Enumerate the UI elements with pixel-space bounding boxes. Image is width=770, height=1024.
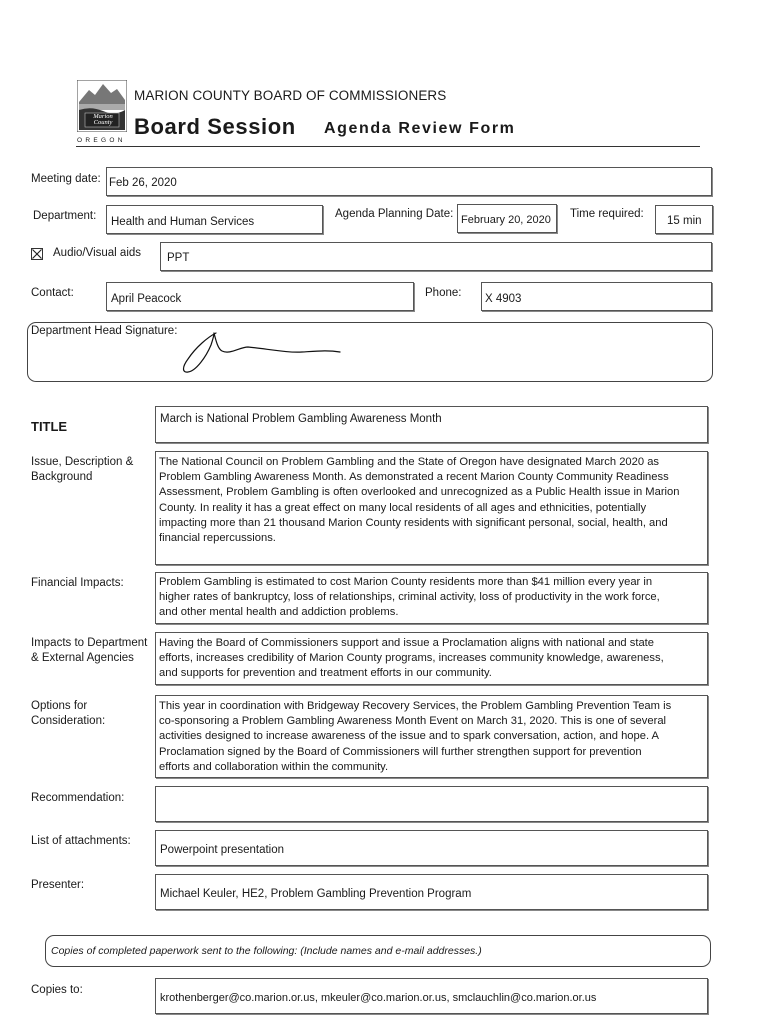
- meeting-date-value: Feb 26, 2020: [109, 177, 177, 189]
- audio-visual-label: Audio/Visual aids: [53, 247, 142, 259]
- agenda-planning-date-label: Agenda Planning Date:: [335, 208, 454, 220]
- marion-county-logo: [77, 80, 127, 132]
- audio-visual-checkbox[interactable]: [31, 248, 43, 260]
- form-subtitle: Agenda Review Form: [324, 120, 516, 137]
- phone-label: Phone:: [425, 287, 462, 299]
- copies-to-label: Copies to:: [31, 984, 83, 996]
- options-text: [159, 699, 671, 775]
- attachments-label: List of attachments:: [31, 835, 131, 847]
- text-line: efforts and collaboration within the community.: [159, 760, 389, 773]
- issue-field[interactable]: [155, 451, 708, 565]
- text-line: Problem Gambling is estimated to cost Marion County residents more than $41 million every year in: [159, 576, 653, 588]
- options-field[interactable]: [155, 695, 708, 778]
- title-value: March is National Problem Gambling Awareness Month: [160, 413, 442, 425]
- issue-label-line: Issue, Description &: [31, 456, 134, 468]
- copies-to-field[interactable]: [155, 978, 708, 1014]
- presenter-value: Michael Keuler, HE2, Problem Gambling Prevention Program: [160, 888, 472, 900]
- impacts-field[interactable]: [155, 632, 708, 685]
- text-line: Proclamation signed by the Board of Commissioners will further strengthen support for prevention: [159, 745, 642, 758]
- recommendation-label: Recommendation:: [31, 792, 125, 804]
- checkbox-x-icon: [31, 248, 43, 260]
- financial-impacts-label: Financial Impacts:: [31, 577, 124, 589]
- phone-value: X 4903: [485, 293, 522, 305]
- impacts-text: [159, 636, 664, 682]
- department-value: Health and Human Services: [111, 216, 255, 228]
- agenda-planning-date-value: February 20, 2020: [461, 214, 551, 226]
- attachments-field[interactable]: [155, 830, 708, 866]
- audio-visual-field[interactable]: [160, 242, 712, 271]
- financial-impacts-text: [159, 575, 660, 621]
- text-line: County. In reality it has a great effect on many local residents of all ages and ethnicities, potentially: [159, 501, 647, 514]
- title-label: TITLE: [31, 419, 68, 434]
- time-required-value: 15 min: [667, 215, 702, 227]
- handwritten-signature: [178, 327, 358, 377]
- contact-label: Contact:: [31, 287, 74, 299]
- text-line: financial repercussions.: [159, 532, 276, 545]
- text-line: Assessment, Problem Gambling is often overlooked and unrecognized as a Public Health issue in Marion: [159, 486, 680, 499]
- text-line: and supports for prevention and treatment efforts in our community.: [159, 667, 492, 680]
- text-line: Having the Board of Commissioners support and issue a Proclamation aligns with national and state: [159, 637, 655, 649]
- meeting-date-field[interactable]: [106, 167, 712, 196]
- text-line: impacting more than 21 thousand Marion County residents with significant personal, social, health, and: [159, 516, 668, 529]
- copies-note: Copies of completed paperwork sent to the following: (Include names and e-mail addresses.): [51, 945, 482, 957]
- contact-value: April Peacock: [111, 293, 182, 305]
- meeting-date-label: Meeting date:: [31, 173, 101, 185]
- text-line: and other mental health and addiction problems.: [159, 606, 399, 619]
- form-title: Board Session: [134, 114, 296, 139]
- presenter-label: Presenter:: [31, 879, 85, 891]
- contact-field[interactable]: [106, 282, 414, 311]
- options-label: [31, 699, 105, 729]
- text-line: Problem Gambling Awareness Month. As demonstrated a recent Marion County Community Readiness: [159, 471, 669, 484]
- text-line: co-sponsoring a Problem Gambling Awareness Month Event on March 31, 2020. This is one of several: [159, 715, 667, 728]
- logo-text: Marion County: [93, 113, 113, 126]
- options-label-line: Consideration:: [31, 715, 106, 727]
- title-field[interactable]: [155, 406, 708, 443]
- org-name: MARION COUNTY BOARD OF COMMISSIONERS: [134, 88, 447, 103]
- time-required-field[interactable]: [655, 205, 713, 234]
- attachments-value: Powerpoint presentation: [160, 844, 285, 856]
- copies-note-box: [45, 935, 711, 967]
- phone-field[interactable]: [481, 282, 712, 311]
- text-line: activities designed to increase awareness of the issue and to spark conversation, action, and hope. A: [159, 730, 660, 743]
- copies-to-value: krothenberger@co.marion.or.us, mkeuler@co.marion.or.us, smclauchlin@co.marion.or.us: [160, 992, 597, 1004]
- text-line: The National Council on Problem Gambling and the State of Oregon have designated March 2020 as: [159, 456, 660, 468]
- text-line: efforts, increases credibility of Marion County programs, increases community knowledge, awareness,: [159, 652, 664, 665]
- impacts-label-line: & External Agencies: [31, 652, 134, 664]
- issue-label: [31, 455, 133, 485]
- department-label: Department:: [33, 210, 97, 222]
- signature-box[interactable]: [27, 322, 713, 382]
- issue-label-line: Background: [31, 471, 93, 483]
- impacts-label: [31, 636, 147, 666]
- impacts-label-line: Impacts to Department: [31, 637, 148, 649]
- text-line: This year in coordination with Bridgeway Recovery Services, the Problem Gambling Prevention Team is: [159, 700, 672, 712]
- audio-visual-value: PPT: [167, 252, 190, 264]
- presenter-field[interactable]: [155, 874, 708, 910]
- financial-impacts-field[interactable]: [155, 572, 708, 624]
- options-label-line: Options for: [31, 700, 88, 712]
- header-divider: [76, 146, 700, 147]
- agenda-planning-date-field[interactable]: [457, 204, 557, 233]
- time-required-label: Time required:: [570, 208, 644, 220]
- recommendation-field[interactable]: [155, 786, 708, 822]
- logo-caption: OREGON: [77, 137, 126, 144]
- text-line: higher rates of bankruptcy, loss of relationships, criminal activity, loss of productivity in the work force,: [159, 591, 660, 604]
- issue-text: [159, 455, 680, 546]
- signature-label: Department Head Signature:: [31, 325, 178, 337]
- department-field[interactable]: [106, 205, 323, 234]
